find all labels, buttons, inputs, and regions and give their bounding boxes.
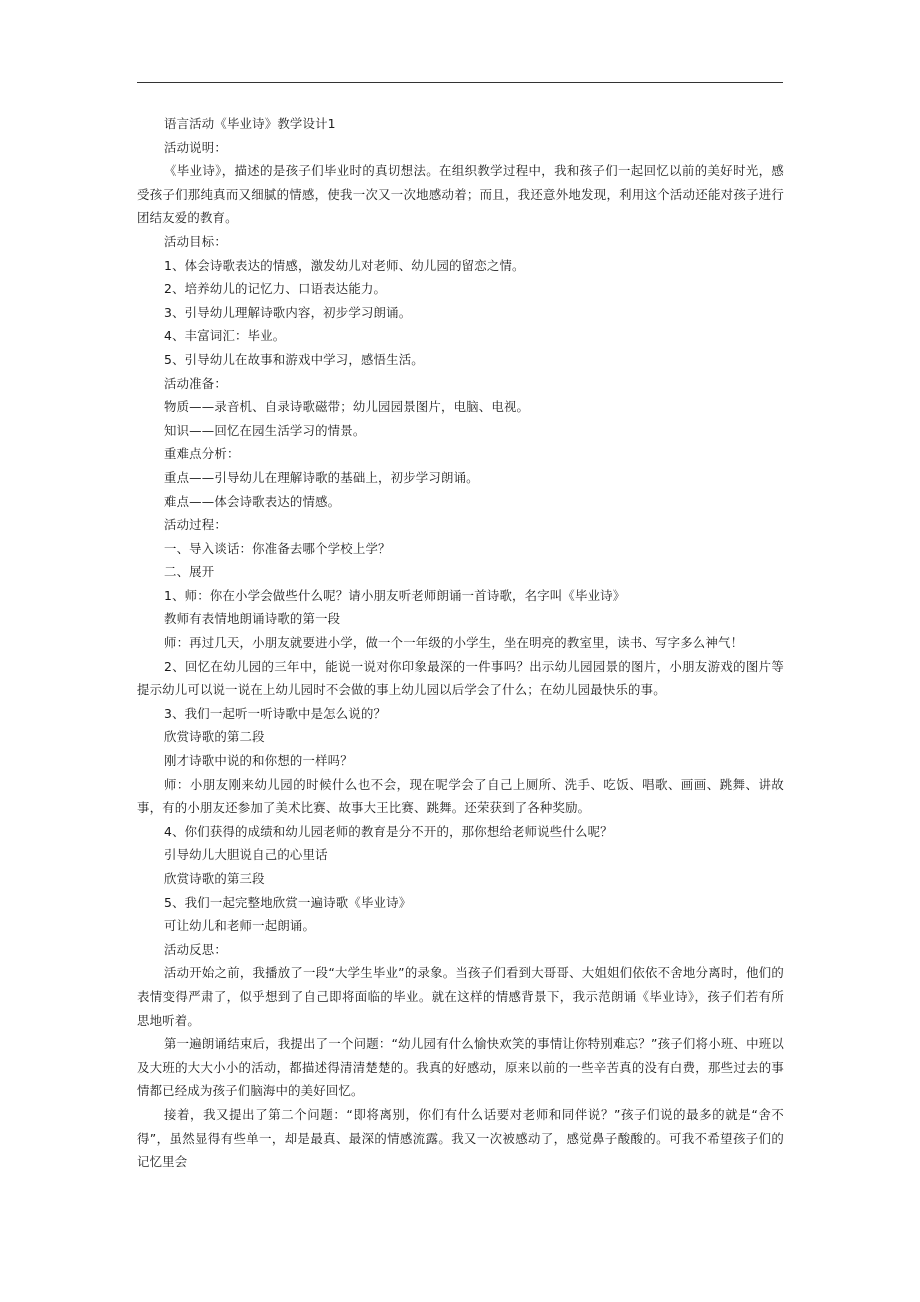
process-note: 欣赏诗歌的第三段 [164,871,265,886]
process-note: 师：再过几天，小朋友就要进小学，做一个一年级的小学生，坐在明亮的教室里，读书、写字多么神气！ [164,635,744,651]
process-note: 师：小朋友刚来幼儿园的时候什么也不会，现在呢学会了自己上厕所、洗手、吃饭、唱歌、画画、跳舞、讲故事，有的小朋友还参加了美术比赛、故事大王比赛、跳舞。还荣获到了各种奖励。 [137,776,784,816]
process-note: 引导幼儿大胆说自己的心里话 [164,847,328,863]
process-note: 欣赏诗歌的第二段 [164,729,265,745]
section-heading-key-points: 重难点分析： [164,446,240,462]
header-rule [137,82,783,83]
process-step: 二、展开 [164,564,215,580]
goal-item: 2、培养幼儿的记忆力、口语表达能力。 [164,281,387,297]
description-paragraph: 《毕业诗》，描述的是孩子们毕业时的真切想法。在组织教学过程中，我和孩子们一起回忆以前的美好时光，感受孩子们那纯真而又细腻的情感，使我一次又一次地感动着；而且，我还意外地发现，利用这个活动还能对孩子进行团结友爱的教育。 [137,163,784,226]
process-step: 1、师：你在小学会做些什么呢？请小朋友听老师朗诵一首诗歌，名字叫《毕业诗》 [164,587,626,603]
section-heading-reflection: 活动反思： [164,941,227,957]
process-note: 刚才诗歌中说的和你想的一样吗？ [164,753,353,769]
process-step: 5、我们一起完整地欣赏一遍诗歌《毕业诗》 [164,894,412,910]
goal-item: 4、丰富词汇：毕业。 [164,328,286,344]
reflection-paragraph: 接着，我又提出了第二个问题：“即将离别，你们有什么话要对老师和同伴说？”孩子们说的最多的就是“舍不得”，虽然显得有些单一，却是最真、最深的情感流露。我又一次被感动了，感觉鼻子酸酸的。可我不希望孩子们的记忆里会 [137,1106,784,1170]
process-step: 一、导入谈话：你准备去哪个学校上学？ [164,540,391,556]
process-note: 教师有表情地朗诵诗歌的第一段 [164,611,341,627]
key-point-item: 难点——体会诗歌表达的情感。 [164,493,341,509]
key-point-item: 重点——引导幼儿在理解诗歌的基础上，初步学习朗诵。 [164,469,479,485]
goal-item: 1、体会诗歌表达的情感，激发幼儿对老师、幼儿园的留恋之情。 [164,257,525,273]
process-step: 4、你们获得的成绩和幼儿园老师的教育是分不开的，那你想给老师说些什么呢？ [164,823,613,839]
preparation-item: 物质——录音机、自录诗歌磁带；幼儿园园景图片，电脑、电视。 [164,399,530,415]
process-step: 2、回忆在幼儿园的三年中，能说一说对你印象最深的一件事吗？出示幼儿园园景的图片，小朋友游戏的图片等提示幼儿可以说一说在上幼儿园时不会做的事上幼儿园以后学会了什么；在幼儿园最快乐的事。 [137,658,784,698]
section-heading-description: 活动说明： [164,139,227,155]
section-heading-process: 活动过程： [164,517,227,533]
section-heading-goals: 活动目标： [164,233,227,249]
process-step: 3、我们一起听一听诗歌中是怎么说的？ [164,705,387,721]
preparation-item: 知识——回忆在园生活学习的情景。 [164,422,366,438]
reflection-paragraph: 第一遍朗诵结束后，我提出了一个问题：“幼儿园有什么愉快欢笑的事情让你特别难忘？”孩子们将小班、中班以及大班的大大小小的活动，都描述得清清楚楚的。我真的好感动，原来以前的一些辛苦真的没有白费，那些过去的事情都已经成为孩子们脑海中的美好回忆。 [137,1036,784,1099]
section-heading-preparation: 活动准备： [164,375,227,391]
process-note: 可让幼儿和老师一起朗诵。 [164,918,316,934]
goal-item: 5、引导幼儿在故事和游戏中学习，感悟生活。 [164,351,424,367]
goal-item: 3、引导幼儿理解诗歌内容，初步学习朗诵。 [164,304,412,320]
document-body [137,112,784,1174]
reflection-paragraph: 活动开始之前，我播放了一段“大学生毕业”的录象。当孩子们看到大哥哥、大姐姐们依依不舍地分离时，他们的表情变得严肃了，似乎想到了自己即将面临的毕业。就在这样的情感背景下，我示范朗诵《毕业诗》，孩子们若有所思地听着。 [137,965,784,1028]
document-title: 语言活动《毕业诗》教学设计1 [164,116,336,131]
